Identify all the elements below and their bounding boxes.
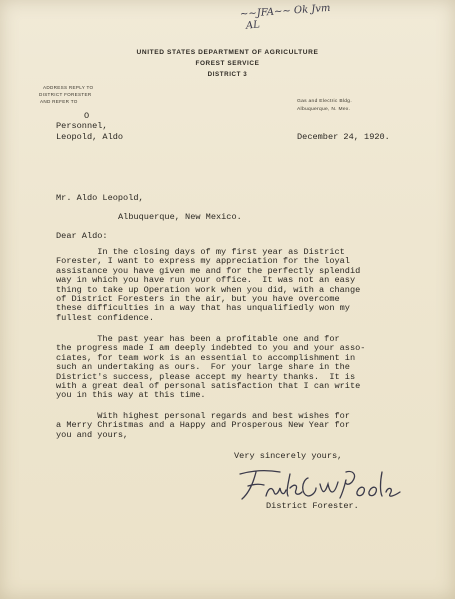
letter-date: December 24, 1920.: [297, 132, 390, 142]
recipient-name: Mr. Aldo Leopold,: [56, 193, 144, 203]
reference-line1: Personnel,: [56, 121, 108, 131]
office-city: Albuquerque, N. Mex.: [297, 107, 351, 112]
recipient-city: Albuquerque, New Mexico.: [118, 212, 242, 222]
signature-graphic: [234, 466, 404, 504]
closing: Very sincerely yours,: [234, 451, 343, 461]
signature-title: District Forester.: [266, 501, 359, 511]
handwritten-initials-text: AL: [245, 19, 261, 32]
letterhead-service: FOREST SERVICE: [195, 60, 260, 67]
reference-line2: Leopold, Aldo: [56, 132, 124, 142]
body-paragraph-1: In the closing days of my first year as District Forester, I want to express my appreciation for the loyal assistance you have given me and for the perfectly splendid way in which you have run your office. It was not an easy thing to take up Operation work when you did, with a change of District Foresters in the air, but you have overcome these difficulties in a way that has unqualifiedly won my fullest confidence.: [56, 247, 361, 323]
handwritten-note-text: ~~JFA~~ Ok Jvm: [239, 2, 331, 21]
letterhead-district: DISTRICT 3: [207, 71, 248, 78]
handwritten-note: [240, 3, 331, 20]
body-paragraph-2: The past year has been a profitable one and for the progress made I am deeply indebted to you and your asso- ciates, for team work is an essential to accomplishment in such an undertaking as ours. For your large share in the District's success, please accept my hearty thanks. It is with a great deal of personal satisfaction that I can write you in this way at this time.: [56, 334, 366, 401]
handwritten-initials: [245, 19, 260, 31]
salutation: Dear Aldo:: [56, 231, 108, 241]
body-paragraph-3: With highest personal regards and best wishes for a Merry Christmas and a Happy and Prosperous New Year for you and yours,: [56, 411, 350, 440]
letterhead-department: UNITED STATES DEPARTMENT OF AGRICULTURE: [136, 49, 319, 56]
office-building: Gas and Electric Bldg.: [297, 99, 352, 104]
address-reply-line1: ADDRESS REPLY TO: [43, 85, 94, 90]
address-reply-line3: AND REFER TO: [40, 99, 78, 104]
reference-code: O: [84, 111, 90, 121]
address-reply-line2: DISTRICT FORESTER: [39, 92, 92, 97]
